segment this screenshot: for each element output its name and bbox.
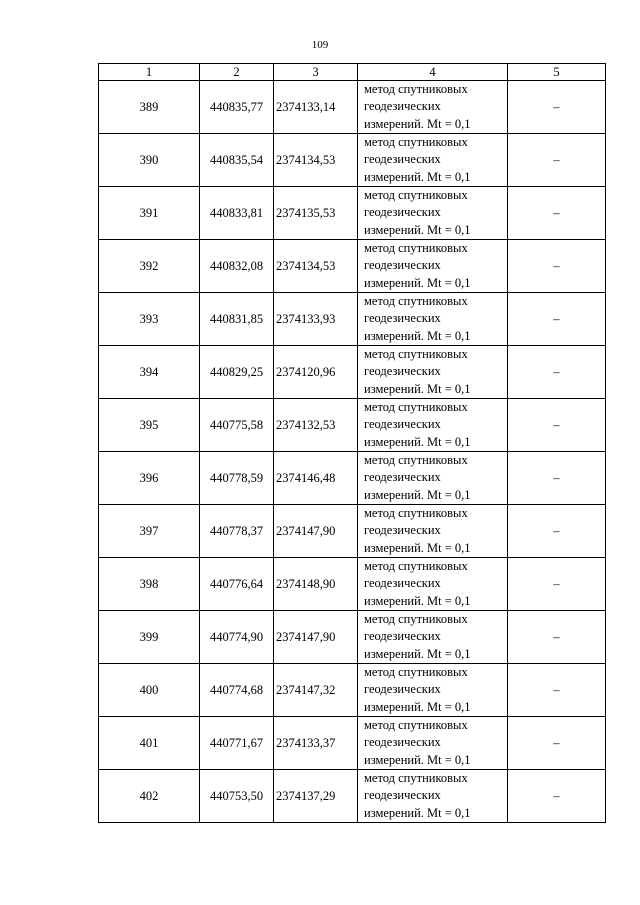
method-description: метод спутниковых геодезических измерений. Mt = 0,1 [358,505,508,558]
method-description: метод спутниковых геодезических измерений. Mt = 0,1 [358,240,508,293]
method-description: метод спутниковых геодезических измерений. Mt = 0,1 [358,293,508,346]
table-row [99,611,606,664]
point-number: 398 [99,558,200,611]
table-row [99,187,606,240]
note-cell: – [508,346,606,399]
method-description: метод спутниковых геодезических измерений. Mt = 0,1 [358,134,508,187]
note-cell: – [508,664,606,717]
note-cell: – [508,240,606,293]
note-cell: – [508,399,606,452]
table-row [99,81,606,134]
column-header: 5 [508,64,606,81]
coordinate-x: 440778,59 [200,452,274,505]
point-number: 389 [99,81,200,134]
table-row [99,240,606,293]
point-number: 392 [99,240,200,293]
point-number: 402 [99,770,200,823]
coordinate-x: 440832,08 [200,240,274,293]
note-cell: – [508,187,606,240]
coordinate-x: 440778,37 [200,505,274,558]
coordinate-x: 440753,50 [200,770,274,823]
coordinate-y: 2374120,96 [274,346,358,399]
coordinate-y: 2374147,90 [274,505,358,558]
coordinate-x: 440833,81 [200,187,274,240]
table-row [99,505,606,558]
coordinate-x: 440771,67 [200,717,274,770]
note-cell: – [508,505,606,558]
table-row [99,293,606,346]
point-number: 400 [99,664,200,717]
note-cell: – [508,611,606,664]
method-description: метод спутниковых геодезических измерений. Mt = 0,1 [358,187,508,240]
coordinate-y: 2374135,53 [274,187,358,240]
coordinate-x: 440774,90 [200,611,274,664]
column-header: 2 [200,64,274,81]
method-description: метод спутниковых геодезических измерений. Mt = 0,1 [358,81,508,134]
coordinate-y: 2374134,53 [274,134,358,187]
note-cell: – [508,558,606,611]
coordinate-x: 440835,54 [200,134,274,187]
coordinate-x: 440829,25 [200,346,274,399]
note-cell: – [508,81,606,134]
coordinates-table [98,63,606,823]
coordinate-x: 440776,64 [200,558,274,611]
coordinate-x: 440774,68 [200,664,274,717]
point-number: 390 [99,134,200,187]
point-number: 395 [99,399,200,452]
point-number: 396 [99,452,200,505]
table-row [99,664,606,717]
coordinate-y: 2374147,90 [274,611,358,664]
coordinate-x: 440775,58 [200,399,274,452]
column-header: 4 [358,64,508,81]
table-row [99,399,606,452]
method-description: метод спутниковых геодезических измерений. Mt = 0,1 [358,770,508,823]
coordinate-y: 2374147,32 [274,664,358,717]
point-number: 393 [99,293,200,346]
note-cell: – [508,134,606,187]
coordinate-y: 2374132,53 [274,399,358,452]
table-row [99,452,606,505]
note-cell: – [508,452,606,505]
point-number: 401 [99,717,200,770]
method-description: метод спутниковых геодезических измерений. Mt = 0,1 [358,611,508,664]
coordinate-x: 440835,77 [200,81,274,134]
point-number: 399 [99,611,200,664]
method-description: метод спутниковых геодезических измерений. Mt = 0,1 [358,452,508,505]
coordinate-y: 2374133,93 [274,293,358,346]
note-cell: – [508,717,606,770]
table-row [99,558,606,611]
method-description: метод спутниковых геодезических измерений. Mt = 0,1 [358,664,508,717]
point-number: 391 [99,187,200,240]
coordinate-y: 2374148,90 [274,558,358,611]
column-header: 1 [99,64,200,81]
method-description: метод спутниковых геодезических измерений. Mt = 0,1 [358,399,508,452]
coordinate-x: 440831,85 [200,293,274,346]
coordinate-y: 2374133,37 [274,717,358,770]
column-header: 3 [274,64,358,81]
table-header-row [99,64,606,81]
method-description: метод спутниковых геодезических измерений. Mt = 0,1 [358,717,508,770]
table-row [99,770,606,823]
table-row [99,346,606,399]
table-row [99,717,606,770]
point-number: 397 [99,505,200,558]
coordinate-y: 2374137,29 [274,770,358,823]
page-number: 109 [311,39,329,51]
coordinate-y: 2374133,14 [274,81,358,134]
method-description: метод спутниковых геодезических измерений. Mt = 0,1 [358,558,508,611]
note-cell: – [508,293,606,346]
coordinate-y: 2374134,53 [274,240,358,293]
note-cell: – [508,770,606,823]
table-row [99,134,606,187]
method-description: метод спутниковых геодезических измерений. Mt = 0,1 [358,346,508,399]
coordinate-y: 2374146,48 [274,452,358,505]
point-number: 394 [99,346,200,399]
